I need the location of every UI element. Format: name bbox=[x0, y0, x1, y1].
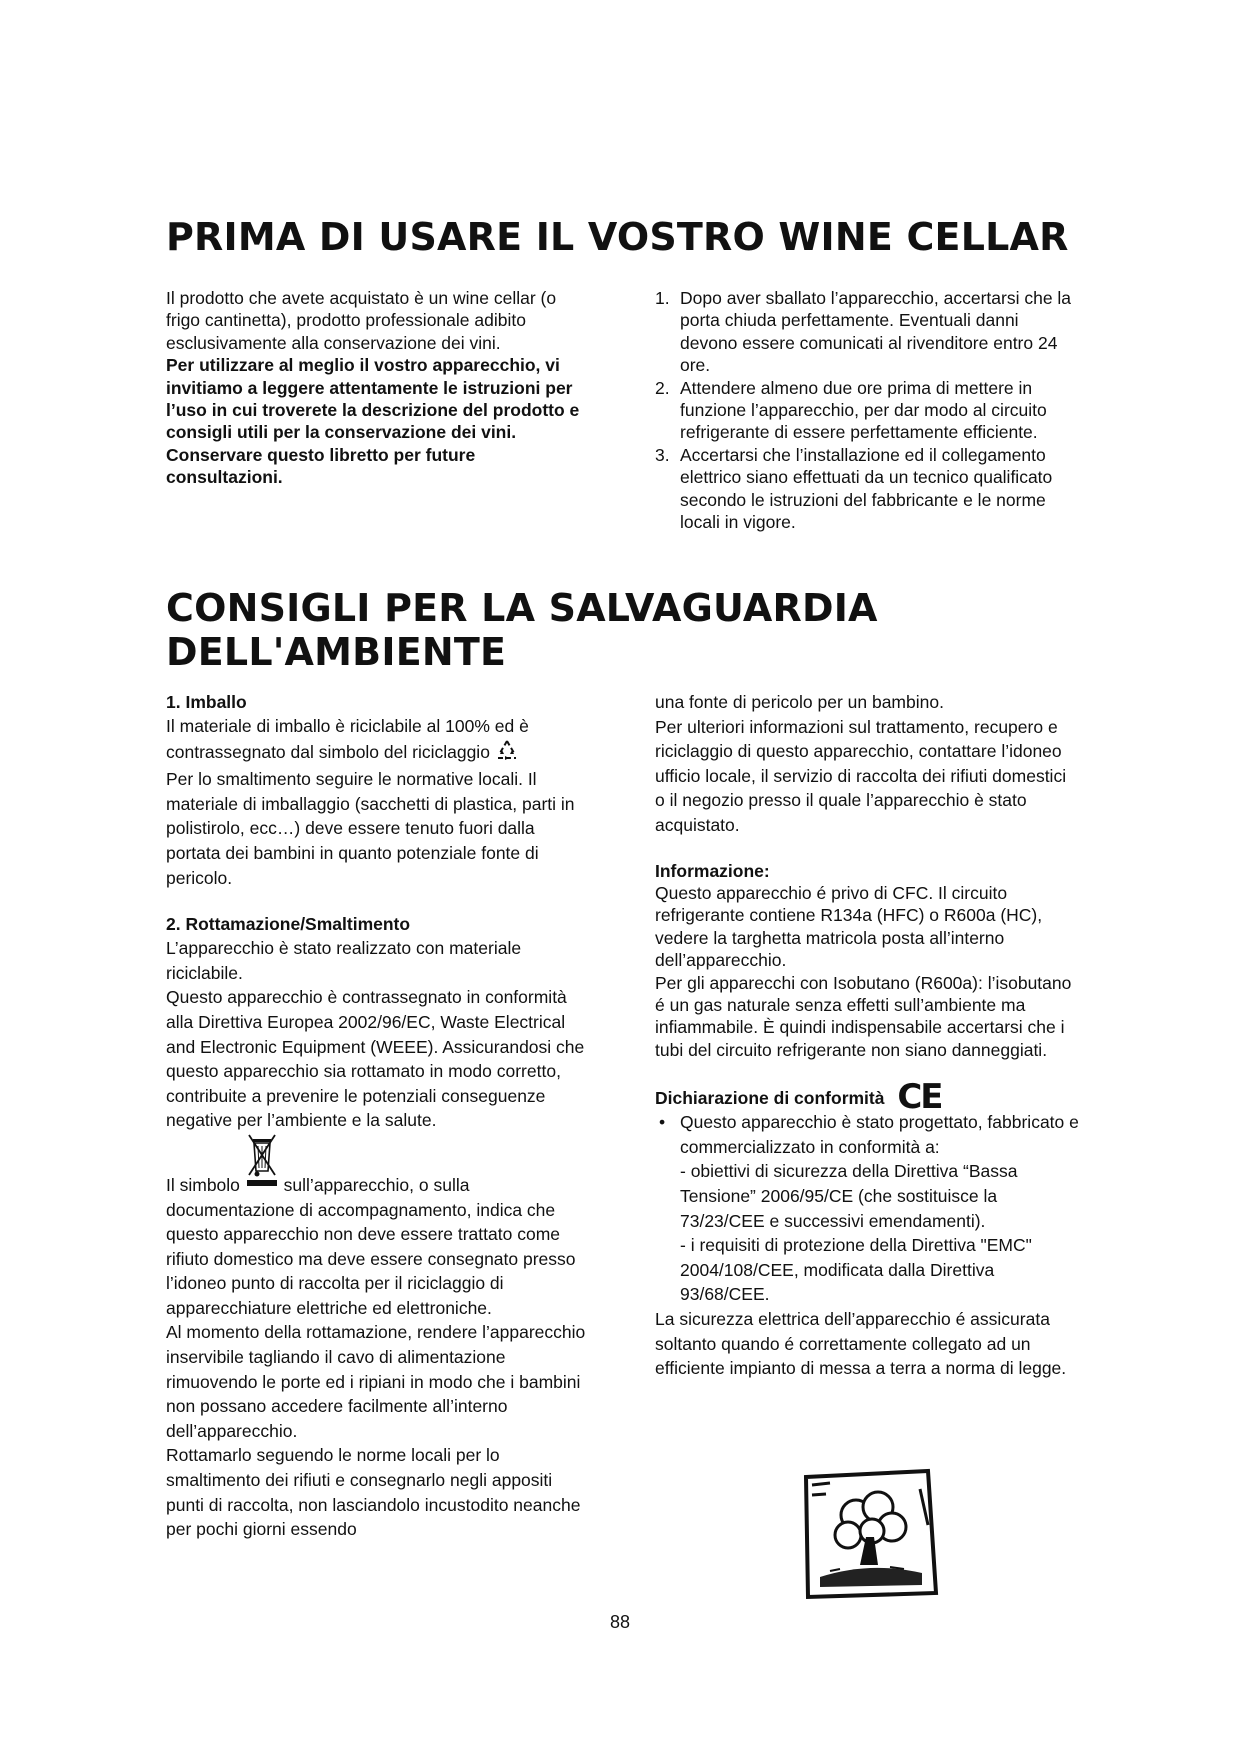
weee-symbol-text: Il simbolo sull’apparecchio, o sulla documentazione di accompagnamento, indica che questo apparecchio non deve essere trattato come rifiuto domestico ma deve essere consegnato presso l’idoneo punto di raccolta per il riciclaggio di apparecchiature elettriche ed elettroniche. bbox=[166, 1173, 591, 1321]
environment-right-column bbox=[655, 690, 1080, 1381]
info-heading: Informazione: bbox=[655, 860, 770, 881]
intro-text: Il prodotto che avete acquistato è un wine cellar (o frigo cantinetta), prodotto professionale adibito esclusivamente alla conservazione dei vini. bbox=[166, 288, 557, 353]
step-item: 1. Dopo aver sballato l’apparecchio, accertarsi che la porta chiuda perfettamente. Eventuali danni devono essere comunicati al rivenditore entro 24 ore. bbox=[655, 288, 1072, 376]
more-info-text: Per ulteriori informazioni sul trattamento, recupero e riciclaggio di questo apparecchio, contattare l’idoneo ufficio locale, il servizio di raccolta dei rifiuti domestici o il negozio presso il quale l’apparecchio è stato acquistato. bbox=[655, 716, 1067, 835]
rottamazione-text-3: Al momento della rottamazione, rendere l’apparecchio inservibile tagliando il cavo di alimentazione rimuovendo le porte ed i ripiani in modo che i bambini non possano accedere facilmente all’interno dell’apparecchio. bbox=[166, 1322, 586, 1441]
section-title-before-use: PRIMA DI USARE IL VOSTRO WINE CELLAR bbox=[166, 215, 1069, 259]
rottamazione-text-1: L’apparecchio è stato realizzato con materiale riciclabile. bbox=[166, 938, 522, 983]
conformity-bullet: • Questo apparecchio è stato progettato, fabbricato e commercializzato in conformità a: - obiettivi di sicurezza della Direttiva “Bassa Tensione” 2006/95/CE (che sostituisce la 73/23/CEE e successivi emendamenti). - i requisiti di protezione della Direttiva "EMC" 2004/108/CEE, modificata dalla Direttiva 93/68/CEE. bbox=[655, 1110, 1080, 1307]
ce-mark-icon: CE bbox=[897, 1077, 942, 1118]
rottamazione-text-2: Questo apparecchio è contrassegnato in conformità alla Direttiva Europea 2002/96/EC, Waste Electrical and Electronic Equipment (WEEE). Assicurandosi che questo apparecchio sia rottamato in modo corretto, contribuite a prevenire le potenziali conseguenze negative per l’ambiente e la salute. bbox=[166, 987, 585, 1131]
weee-bin-icon bbox=[245, 1175, 279, 1197]
steps-list bbox=[655, 287, 1075, 533]
imballo-heading: 1. Imballo bbox=[166, 692, 247, 712]
environment-left-column bbox=[166, 690, 591, 1542]
info-text-2: Per gli apparecchi con Isobutano (R600a): l’isobutano é un gas naturale senza effetti sull’ambiente ma infiammabile. È quindi indispensabile accertarsi che i tubi del circuito refrigerante non siano danneggiati. bbox=[655, 972, 1072, 1060]
rottamazione-heading: 2. Rottamazione/Smaltimento bbox=[166, 914, 411, 935]
imballo-text-2: Per lo smaltimento seguire le normative locali. Il materiale di imballaggio (sacchetti di plastica, parti in polistirolo, ecc…) deve essere tenuto fuori dalla portata dei bambini in quanto potenziale fonte di pericolo. bbox=[166, 769, 575, 888]
rottamazione-text-4: Rottamarlo seguendo le norme locali per lo smaltimento dei rifiuti e consegnarlo negli appositi punti di raccolta, non lasciandolo incustodito neanche per pochi giorni essendo bbox=[166, 1445, 581, 1540]
continued-text: una fonte di pericolo per un bambino. bbox=[655, 692, 944, 712]
conformity-list bbox=[655, 1110, 1080, 1307]
intro-column bbox=[166, 287, 586, 489]
title-line-1: CONSIGLI PER LA SALVAGUARDIA bbox=[166, 586, 878, 630]
step-item: 3. Accertarsi che l’installazione ed il collegamento elettrico siano effettuati da un tecnico qualificato secondo le istruzioni del fabbricante e le norme locali in vigore. bbox=[655, 444, 1053, 533]
safety-text: La sicurezza elettrica dell’apparecchio é assicurata soltanto quando é correttamente collegato ad un efficiente impianto di messa a terra a norma di legge. bbox=[655, 1308, 1067, 1379]
imballo-text-1: Il materiale di imballo è riciclabile al 100% ed è contrassegnato dal simbolo del riciclaggio bbox=[166, 714, 591, 767]
page-number: 88 bbox=[609, 1612, 631, 1632]
recycle-icon bbox=[495, 739, 519, 768]
steps-column bbox=[655, 287, 1075, 533]
conformity-heading: Dichiarazione di conformità CE bbox=[655, 1077, 942, 1118]
step-item: 2. Attendere almeno due ore prima di mettere in funzione l’apparecchio, per dar modo al circuito refrigerante di essere perfettamente efficiente. bbox=[655, 377, 1047, 443]
info-text-1: Questo apparecchio é privo di CFC. Il circuito refrigerante contiene R134a (HFC) o R600a (HC), vedere la targhetta matricola posta all’interno dell’apparecchio. bbox=[655, 882, 1043, 971]
title-line-2: DELL'AMBIENTE bbox=[166, 630, 507, 674]
intro-bold-text: Per utilizzare al meglio il vostro apparecchio, vi invitiamo a leggere attentamente le istruzioni per l’uso in cui troverete la descrizione del prodotto e consigli utili per la conservazione dei vini. Conservare questo libretto per future consultazioni. bbox=[166, 355, 580, 488]
environment-tree-icon bbox=[800, 1465, 942, 1603]
section-title-environment bbox=[166, 586, 1116, 674]
